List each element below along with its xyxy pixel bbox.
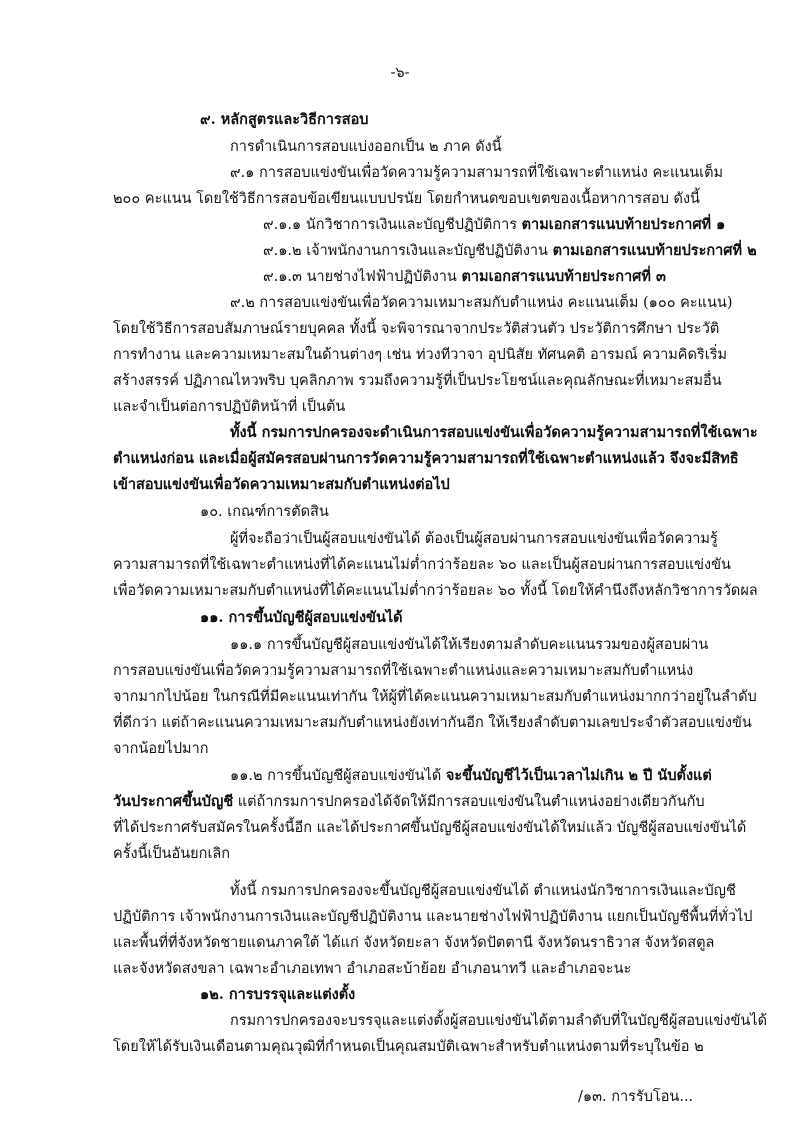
section-9-intro: การดำเนินการสอบแบ่งออกเป็น ๒ ภาค ดังนี้	[230, 139, 502, 155]
section-11-1-line-2: การสอบแข่งขันเพื่อวัดความรู้ความสามารถที่ใช้เฉพาะตำแหน่งและความเหมาะสมกับตำแหน่ง	[113, 663, 694, 679]
section-11-note-line-3: และพื้นที่ที่จังหวัดชายแดนภาคใต้ ได้แก่ จังหวัดยะลา จังหวัดปัตตานี จังหวัดนราธิวาส จังหวัดสตูล	[113, 935, 715, 951]
item-9-1-1-reference: ตามเอกสารแนบท้ายประกาศที่ ๑	[521, 216, 726, 233]
section-9-2-line-2: โดยใช้วิธีการสอบสัมภาษณ์รายบุคคล ทั้งนี้ จะพิจารณาจากประวัติส่วนตัว ประวัติการศึกษา ประวัติ	[113, 321, 720, 337]
section-9-2-line-5: และจำเป็นต่อการปฏิบัติหน้าที่ เป็นต้น	[113, 399, 346, 415]
item-9-1-2	[263, 244, 757, 259]
section-11-1-line-5: จากน้อยไปมาก	[113, 741, 209, 757]
section-11-1-line-1: ๑๑.๑ การขึ้นบัญชีผู้สอบแข่งขันได้ให้เรียงตามลำดับคะแนนรวมของผู้สอบผ่าน	[230, 637, 709, 653]
section-9-heading: ๙. หลักสูตรและวิธีการสอบ	[200, 111, 369, 128]
item-9-1-2-reference: ตามเอกสารแนบท้ายประกาศที่ ๒	[552, 242, 757, 259]
section-11-1-line-4: ที่ดีกว่า แต่ถ้าคะแนนความเหมาะสมกับตำแหน่งยังเท่ากันอีก ให้เรียงลำดับตามเลขประจำตัวสอบแข่งขัน	[113, 715, 752, 731]
item-9-1-3-reference: ตามเอกสารแนบท้ายประกาศที่ ๓	[461, 268, 666, 285]
section-11-2-line-2-emphasis: วันประกาศขึ้นบัญชี	[113, 793, 234, 810]
section-9-1-line-1: ๙.๑ การสอบแข่งขันเพื่อวัดความรู้ความสามารถที่ใช้เฉพาะตำแหน่ง คะแนนเต็ม	[230, 165, 724, 181]
section-11-2-line-4: ครั้งนี้เป็นอันยกเลิก	[113, 846, 231, 862]
section-12-line-1: กรมการปกครองจะบรรจุและแต่งตั้งผู้สอบแข่งขันได้ตามลำดับที่ในบัญชีผู้สอบแข่งขันได้	[230, 1013, 767, 1029]
section-11-2-line-2-text: แต่ถ้ากรมการปกครองได้จัดให้มีการสอบแข่งขันในตำแหน่งอย่างเดียวกันกับ	[233, 794, 705, 810]
page-number: -๖-	[390, 65, 410, 81]
section-10-line-3: เพื่อวัดความเหมาะสมกับตำแหน่งที่ได้คะแนนไม่ต่ำกว่าร้อยละ ๖๐ ทั้งนี้ โดยให้คำนึงถึงหลักวิชาการวัดผล	[113, 583, 758, 599]
section-10-line-2: ความสามารถที่ใช้เฉพาะตำแหน่งที่ได้คะแนนไม่ต่ำกว่าร้อยละ ๖๐ และเป็นผู้สอบผ่านการสอบแข่งขัน	[113, 557, 731, 573]
continuation-marker: /๑๓. การรับโอน...	[578, 1089, 694, 1105]
section-11-2-line-2	[113, 795, 705, 810]
section-11-1-line-3: จากมากไปน้อย ในกรณีที่มีคะแนนเท่ากัน ให้ผู้ที่ได้คะแนนความเหมาะสมกับตำแหน่งมากกว่าอยู่ในลำดับ	[113, 689, 757, 705]
item-9-1-3	[263, 270, 666, 285]
section-10-line-1: ผู้ที่จะถือว่าเป็นผู้สอบแข่งขันได้ ต้องเป็นผู้สอบผ่านการสอบแข่งขันเพื่อวัดความรู้	[230, 531, 718, 547]
section-12-heading: ๑๒. การบรรจุและแต่งตั้ง	[200, 986, 356, 1003]
section-11-note-line-4: และจังหวัดสงขลา เฉพาะอำเภอเทพา อำเภอสะบ้าย้อย อำเภอนาทวี และอำเภอจะนะ	[113, 961, 632, 977]
section-11-2-line-3: ที่ได้ประกาศรับสมัครในครั้งนี้อีก และได้ประกาศขึ้นบัญชีผู้สอบแข่งขันได้ใหม่แล้ว บัญชีผู้สอบแข่งขันได้	[113, 820, 747, 836]
section-11-2-line-1-emphasis: จะขึ้นบัญชีไว้เป็นเวลาไม่เกิน ๒ ปี นับตั้งแต่	[445, 767, 712, 784]
section-11-note-line-1: ทั้งนี้ กรมการปกครองจะขึ้นบัญชีผู้สอบแข่งขันได้ ตำแหน่งนักวิชาการเงินและบัญชี	[230, 883, 736, 899]
section-11-2-line-1	[230, 769, 712, 784]
section-9-2-line-4: สร้างสรรค์ ปฏิภาณไหวพริบ บุคลิกภาพ รวมถึงความรู้ที่เป็นประโยชน์และคุณลักษณะที่เหมาะสมอื่น	[113, 373, 722, 389]
section-12-line-2: โดยให้ได้รับเงินเดือนตามคุณวุฒิที่กำหนดเป็นคุณสมบัติเฉพาะสำหรับตำแหน่งตามที่ระบุในข้อ ๒	[113, 1039, 704, 1055]
section-9-note-line-1: ทั้งนี้ กรมการปกครองจะดำเนินการสอบแข่งขันเพื่อวัดความรู้ความสามารถที่ใช้เฉพาะ	[230, 424, 758, 441]
section-11-2-line-1-text: ๑๑.๒ การขึ้นบัญชีผู้สอบแข่งขันได้	[230, 768, 446, 784]
item-9-1-1-text: ๙.๑.๑ นักวิชาการเงินและบัญชีปฏิบัติการ	[263, 217, 522, 233]
section-10-heading: ๑๐. เกณฑ์การตัดสิน	[200, 504, 329, 520]
section-11-heading: ๑๑. การขึ้นบัญชีผู้สอบแข่งขันได้	[200, 609, 403, 626]
section-11-note-line-2: ปฏิบัติการ เจ้าพนักงานการเงินและบัญชีปฏิบัติงาน และนายช่างไฟฟ้าปฏิบัติงาน แยกเป็นบัญชีพื้นที่ทั่วไป	[113, 909, 753, 925]
section-9-note-line-3: เข้าสอบแข่งขันเพื่อวัดความเหมาะสมกับตำแหน่งต่อไป	[113, 476, 450, 493]
section-9-2-line-3: การทำงาน และความเหมาะสมในด้านต่างๆ เช่น ท่วงทีวาจา อุปนิสัย ทัศนคติ อารมณ์ ความคิดริเริ่ม	[113, 347, 727, 363]
section-9-note-line-2: ตำแหน่งก่อน และเมื่อผู้สมัครสอบผ่านการวัดความรู้ความสามารถที่ใช้เฉพาะตำแหน่งแล้ว จึงจะมีสิทธิ	[113, 450, 739, 467]
section-9-1-line-2: ๒๐๐ คะแนน โดยใช้วิธีการสอบข้อเขียนแบบปรนัย โดยกำหนดขอบเขตของเนื้อหาการสอบ ดังนี้	[113, 191, 700, 207]
item-9-1-1	[263, 218, 725, 233]
section-9-2-line-1: ๙.๒ การสอบแข่งขันเพื่อวัดความเหมาะสมกับตำแหน่ง คะแนนเต็ม (๑๐๐ คะแนน)	[230, 295, 733, 311]
item-9-1-3-text: ๙.๑.๓ นายช่างไฟฟ้าปฏิบัติงาน	[263, 269, 462, 285]
item-9-1-2-text: ๙.๑.๒ เจ้าพนักงานการเงินและบัญชีปฏิบัติงาน	[263, 243, 553, 259]
